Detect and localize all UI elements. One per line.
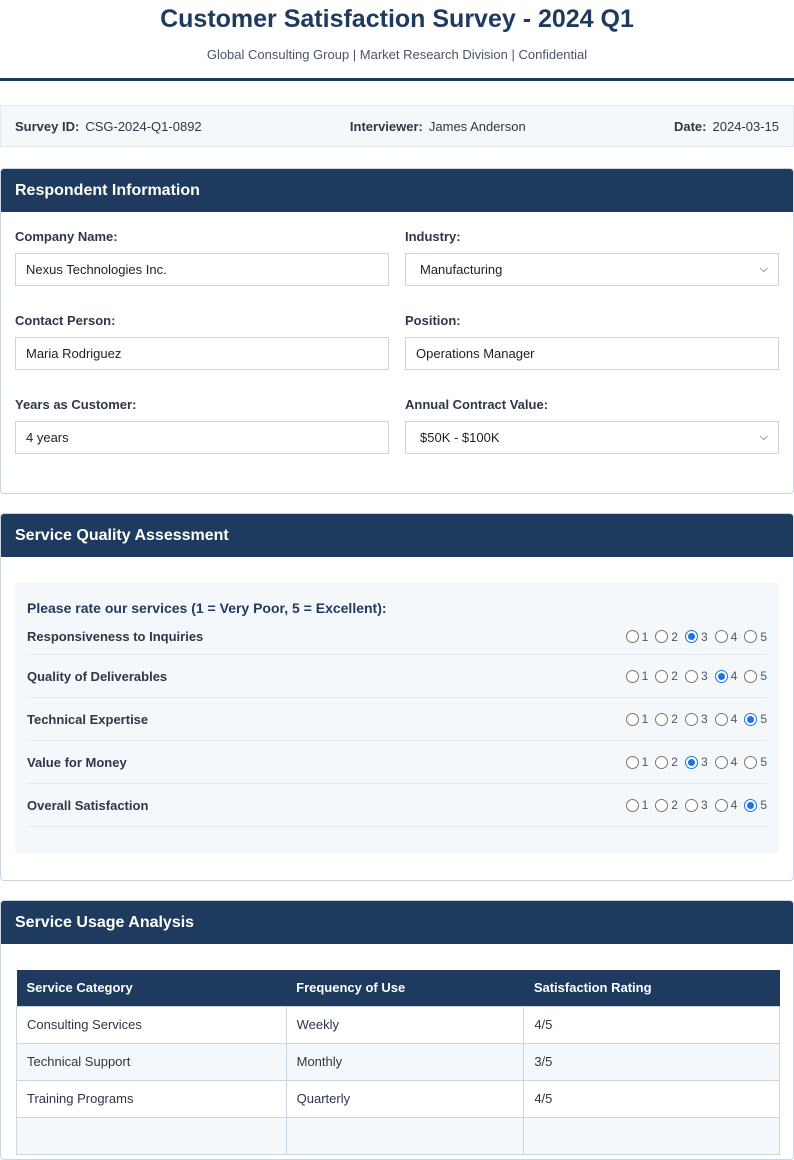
section-title: Service Quality Assessment [1,514,793,557]
rating-option-4[interactable] [715,630,738,644]
radio-button[interactable] [655,756,668,769]
radio-button[interactable] [715,713,728,726]
rating-option-3[interactable] [685,712,708,726]
rating-option-3[interactable] [685,669,708,683]
rating-option-2[interactable] [655,712,678,726]
contact-person-value: Maria Rodriguez [26,346,122,361]
rating-option-2[interactable] [655,630,678,644]
rating-options [626,755,767,769]
rating-option-2[interactable] [655,755,678,769]
survey-meta-bar [0,105,794,147]
rating-option-5[interactable] [744,755,767,769]
rating-option-5[interactable] [744,798,767,812]
table-row [17,1080,780,1117]
radio-button[interactable] [744,670,757,683]
rating-options [626,669,767,683]
rating-question: Technical Expertise [27,711,149,727]
company-name-input[interactable] [15,253,389,286]
rating-option-label: 1 [641,629,649,644]
survey-id-label: Survey ID: [15,118,80,134]
radio-button[interactable] [744,630,757,643]
rating-option-1[interactable] [626,798,649,812]
radio-button[interactable] [626,756,639,769]
radio-button[interactable] [655,713,668,726]
rating-option-label: 4 [730,712,738,726]
rating-option-4[interactable] [715,755,738,769]
rating-option-label: 4 [730,669,738,683]
page-title: Customer Satisfaction Survey - 2024 Q1 [160,5,634,33]
radio-button[interactable] [655,799,668,812]
company-name-label: Company Name: [15,229,118,244]
rating-option-4[interactable] [715,798,738,812]
radio-button[interactable] [744,756,757,769]
rating-option-label: 1 [641,755,649,769]
rating-option-label: 2 [671,712,678,726]
page-subtitle: Global Consulting Group | Market Research Division | Confidential [206,47,588,62]
years-as-customer-value: 4 years [26,430,69,445]
rating-option-label: 5 [760,669,767,683]
radio-button[interactable] [685,756,698,769]
rating-options [626,712,767,726]
rating-options [626,798,767,812]
rating-option-2[interactable] [655,669,678,683]
rating-question: Overall Satisfaction [27,797,149,813]
rating-option-label: 5 [760,629,767,644]
table-cell: Quarterly [286,1080,524,1117]
radio-button[interactable] [655,670,668,683]
page-header [0,0,794,81]
rating-option-label: 4 [730,629,738,644]
contact-person-label: Contact Person: [15,313,116,328]
contact-person-input[interactable] [15,337,389,370]
years-as-customer-label: Years as Customer: [15,397,137,412]
rating-option-label: 1 [641,669,649,683]
radio-button[interactable] [655,630,668,643]
rating-option-label: 5 [760,798,767,812]
rating-option-label: 3 [700,669,708,683]
rating-row [27,698,767,741]
rating-option-1[interactable] [626,630,649,644]
table-cell: Technical Support [17,1043,287,1080]
table-cell: 3/5 [524,1043,780,1080]
industry-select[interactable] [405,253,779,286]
company-name-field [15,228,389,312]
position-field [405,312,779,396]
rating-panel [15,583,779,853]
interviewer [350,119,526,134]
table-cell: 4/5 [524,1006,780,1043]
service-usage-section [0,900,794,1160]
rating-option-label: 4 [730,755,738,769]
survey-id-value: CSG-2024-Q1-0892 [85,118,202,134]
radio-button[interactable] [626,713,639,726]
rating-option-label: 1 [641,798,649,812]
interviewer-value: James Anderson [428,118,526,134]
rating-option-4[interactable] [715,669,738,683]
rating-option-label: 3 [700,629,708,644]
rating-option-5[interactable] [744,630,767,644]
rating-option-label: 1 [641,712,649,726]
radio-button[interactable] [715,670,728,683]
rating-option-2[interactable] [655,798,678,812]
chevron-down-icon: ⌵ [759,263,768,275]
table-row [17,1043,780,1080]
rating-option-label: 3 [700,798,708,812]
annual-contract-value-field [405,396,779,480]
rating-row [27,784,767,827]
rating-option-1[interactable] [626,712,649,726]
rating-option-1[interactable] [626,755,649,769]
company-name-value: Nexus Technologies Inc. [26,262,167,277]
rating-option-label: 2 [671,755,678,769]
rating-question: Responsiveness to Inquiries [27,629,204,644]
position-label: Position: [405,313,461,328]
radio-button[interactable] [626,630,639,643]
rating-row [27,741,767,784]
rating-option-label: 2 [671,798,678,812]
rating-option-4[interactable] [715,712,738,726]
table-cell: Monthly [286,1043,524,1080]
industry-field [405,228,779,312]
table-cell: 4/5 [524,1080,780,1117]
radio-button[interactable] [685,670,698,683]
years-as-customer-input[interactable] [15,421,389,454]
service-quality-section [0,513,794,881]
industry-value: Manufacturing [420,262,503,277]
radio-button[interactable] [685,799,698,812]
radio-button[interactable] [626,799,639,812]
table-cell: Training Programs [17,1080,287,1117]
years-as-customer-field [15,396,389,480]
section-title: Respondent Information [1,169,793,212]
rating-option-label: 5 [760,712,767,726]
rating-question: Quality of Deliverables [27,668,168,684]
service-usage-table [16,970,780,1155]
rating-option-3[interactable] [685,798,708,812]
section-title: Service Usage Analysis [1,901,793,944]
radio-button[interactable] [715,630,728,643]
column-header: Satisfaction Rating [524,970,780,1006]
survey-id [15,119,202,134]
chevron-down-icon: ⌵ [759,431,768,443]
table-cell: Consulting Services [17,1006,287,1043]
rating-row [27,655,767,698]
respondent-information-section [0,168,794,494]
rating-option-label: 4 [730,798,738,812]
position-value: Operations Manager [416,346,535,361]
rating-option-3[interactable] [685,755,708,769]
annual-contract-value-label: Annual Contract Value: [405,397,549,412]
contact-person-field [15,312,389,396]
radio-button[interactable] [685,713,698,726]
interviewer-label: Interviewer: [349,118,423,134]
rating-row [27,619,767,655]
rating-prompt: Please rate our services (1 = Very Poor, 5 = Excellent): [27,600,387,616]
radio-button[interactable] [715,756,728,769]
rating-question: Value for Money [27,754,127,770]
rating-option-label: 5 [760,755,767,769]
radio-button[interactable] [744,713,757,726]
radio-button[interactable] [715,799,728,812]
rating-option-5[interactable] [744,712,767,726]
table-cell: Weekly [286,1006,524,1043]
radio-button[interactable] [685,630,698,643]
radio-button[interactable] [744,799,757,812]
radio-button[interactable] [626,670,639,683]
date-value: 2024-03-15 [712,118,779,134]
rating-option-label: 2 [671,669,678,683]
rating-option-5[interactable] [744,669,767,683]
position-input[interactable] [405,337,779,370]
rating-option-label: 2 [671,629,678,644]
rating-option-label: 3 [700,712,708,726]
column-header: Service Category [17,970,287,1006]
survey-date [674,119,779,134]
rating-option-3[interactable] [685,630,708,644]
industry-label: Industry: [405,229,461,244]
date-label: Date: [673,118,707,134]
annual-contract-value-select[interactable] [405,421,779,454]
rating-option-1[interactable] [626,669,649,683]
table-row [17,1006,780,1043]
annual-contract-value: $50K - $100K [420,430,500,445]
rating-options [626,630,767,644]
column-header: Frequency of Use [286,970,524,1006]
rating-option-label: 3 [700,755,708,769]
